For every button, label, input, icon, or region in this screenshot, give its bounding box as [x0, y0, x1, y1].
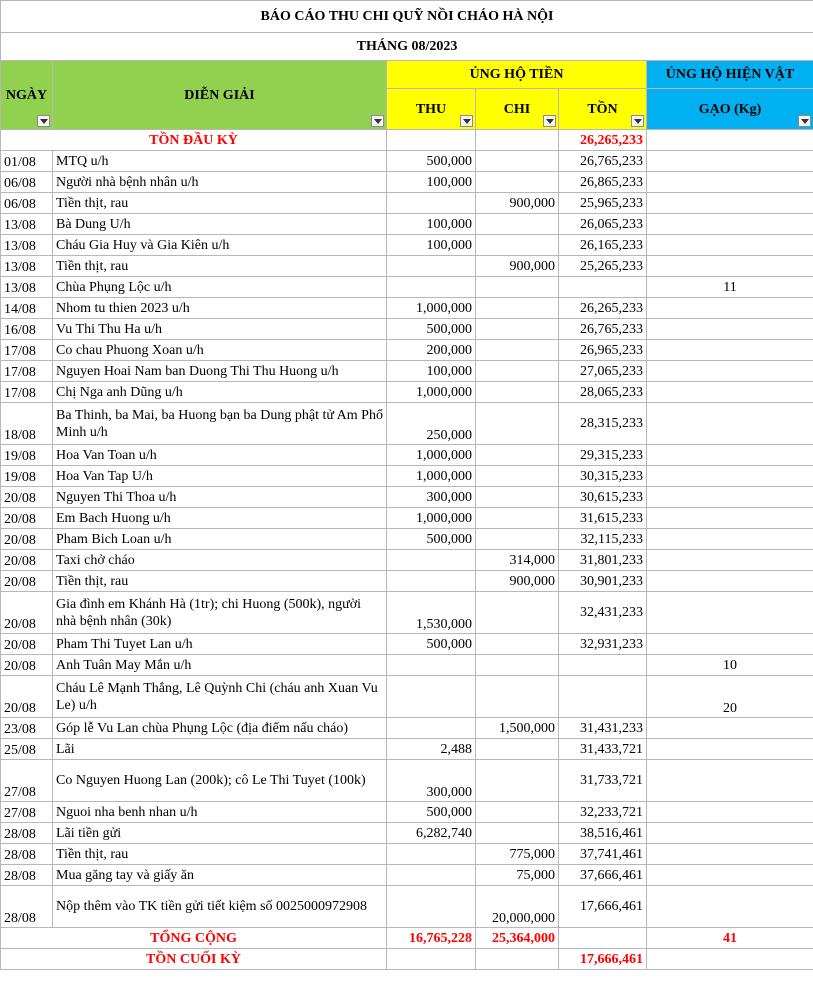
- cell-chi: [476, 508, 559, 529]
- cell-gao: [647, 445, 813, 466]
- cell-gao: [647, 865, 813, 886]
- cell-desc: Người nhà bệnh nhân u/h: [53, 172, 387, 193]
- table-row: [1, 151, 813, 172]
- header-thu-label: THU: [415, 101, 447, 117]
- total-gao: 41: [647, 928, 813, 949]
- filter-dropdown-icon[interactable]: [460, 115, 473, 127]
- cell-chi: 900,000: [476, 256, 559, 277]
- cell-thu: 500,000: [387, 319, 476, 340]
- header-chi[interactable]: [476, 89, 559, 130]
- cell-ton: 28,315,233: [559, 403, 647, 445]
- cell-empty: [476, 949, 559, 970]
- cell-date: 06/08: [1, 193, 53, 214]
- header-ung-ho-tien: ỦNG HỘ TIỀN: [387, 61, 647, 89]
- cell-gao: [647, 235, 813, 256]
- cell-ton: 25,965,233: [559, 193, 647, 214]
- table-row: [1, 445, 813, 466]
- cell-ton: 32,233,721: [559, 802, 647, 823]
- cell-thu: 300,000: [387, 487, 476, 508]
- cell-desc: Pham Thi Tuyet Lan u/h: [53, 634, 387, 655]
- header-chi-label: CHI: [503, 101, 531, 117]
- header-ton-label: TỒN: [587, 101, 618, 117]
- cell-desc: Taxi chở cháo: [53, 550, 387, 571]
- cell-desc: Nguyen Hoai Nam ban Duong Thi Thu Huong u/h: [53, 361, 387, 382]
- cell-thu: 6,282,740: [387, 823, 476, 844]
- table-row: [1, 718, 813, 739]
- total-thu: 16,765,228: [387, 928, 476, 949]
- cell-thu: 1,000,000: [387, 508, 476, 529]
- table-row: [1, 466, 813, 487]
- table-row: [1, 277, 813, 298]
- header-thu[interactable]: [387, 89, 476, 130]
- cell-desc: Mua găng tay và giấy ăn: [53, 865, 387, 886]
- cell-chi: [476, 214, 559, 235]
- cell-ton: [559, 277, 647, 298]
- cell-thu: [387, 550, 476, 571]
- cell-chi: [476, 592, 559, 634]
- cell-desc: Vu Thi Thu Ha u/h: [53, 319, 387, 340]
- table-row: [1, 592, 813, 634]
- cell-gao: [647, 844, 813, 865]
- cell-thu: 100,000: [387, 361, 476, 382]
- total-chi: 25,364,000: [476, 928, 559, 949]
- cell-ton: [559, 655, 647, 676]
- table-row: [1, 529, 813, 550]
- cell-desc: Ba Thinh, ba Mai, ba Huong bạn ba Dung phật tử Am Phổ Minh u/h: [53, 403, 387, 445]
- cell-empty: [387, 130, 476, 151]
- cell-thu: 500,000: [387, 802, 476, 823]
- cell-chi: [476, 487, 559, 508]
- cell-thu: [387, 193, 476, 214]
- table-row: [1, 403, 813, 445]
- table-row: [1, 298, 813, 319]
- cell-chi: 75,000: [476, 865, 559, 886]
- header-dien-giai[interactable]: [53, 61, 387, 130]
- cell-desc: Anh Tuân May Mắn u/h: [53, 655, 387, 676]
- cell-chi: [476, 235, 559, 256]
- cell-date: 19/08: [1, 466, 53, 487]
- cell-thu: 2,488: [387, 739, 476, 760]
- cell-chi: [476, 676, 559, 718]
- cell-date: 01/08: [1, 151, 53, 172]
- cell-chi: 900,000: [476, 193, 559, 214]
- cell-date: 06/08: [1, 172, 53, 193]
- cell-ton: 26,065,233: [559, 214, 647, 235]
- cell-chi: [476, 172, 559, 193]
- table-row: [1, 382, 813, 403]
- cell-desc: Chị Nga anh Dũng u/h: [53, 382, 387, 403]
- cell-date: 28/08: [1, 886, 53, 928]
- cell-desc: Tiền thịt, rau: [53, 844, 387, 865]
- cell-empty: [647, 949, 813, 970]
- cell-empty: [476, 130, 559, 151]
- header-ngay[interactable]: [1, 61, 53, 130]
- cell-date: 17/08: [1, 340, 53, 361]
- cell-ton: 32,931,233: [559, 634, 647, 655]
- cell-ton: 29,315,233: [559, 445, 647, 466]
- cell-gao: [647, 214, 813, 235]
- cell-desc: Pham Bich Loan u/h: [53, 529, 387, 550]
- cell-ton: 25,265,233: [559, 256, 647, 277]
- cell-desc: Cháu Lê Mạnh Thắng, Lê Quỳnh Chi (cháu anh Xuan Vu Le) u/h: [53, 676, 387, 718]
- cell-gao: [647, 550, 813, 571]
- cell-desc: MTQ u/h: [53, 151, 387, 172]
- cell-ton: 26,765,233: [559, 319, 647, 340]
- cell-gao: 10: [647, 655, 813, 676]
- cell-desc: Lãi tiền gửi: [53, 823, 387, 844]
- cell-chi: [476, 151, 559, 172]
- cell-gao: [647, 886, 813, 928]
- cell-date: 25/08: [1, 739, 53, 760]
- cell-ton: 31,433,721: [559, 739, 647, 760]
- cell-desc: Nguoi nha benh nhan u/h: [53, 802, 387, 823]
- cell-thu: 100,000: [387, 235, 476, 256]
- cell-date: 28/08: [1, 823, 53, 844]
- opening-balance-row: [1, 130, 813, 151]
- table-row: [1, 865, 813, 886]
- cell-desc: Cháu Gia Huy và Gia Kiên u/h: [53, 235, 387, 256]
- cell-date: 13/08: [1, 277, 53, 298]
- cell-date: 13/08: [1, 214, 53, 235]
- cell-gao: [647, 403, 813, 445]
- cell-thu: 200,000: [387, 340, 476, 361]
- cell-thu: [387, 844, 476, 865]
- header-ngay-label: NGÀY: [5, 87, 48, 103]
- cell-thu: 500,000: [387, 634, 476, 655]
- table-row: [1, 655, 813, 676]
- table-row: [1, 571, 813, 592]
- table-row: [1, 823, 813, 844]
- opening-ton: 26,265,233: [559, 130, 647, 151]
- cell-desc: Co Nguyen Huong Lan (200k); cô Le Thi Tuyet (100k): [53, 760, 387, 802]
- cell-thu: [387, 655, 476, 676]
- cell-gao: [647, 760, 813, 802]
- cell-chi: 775,000: [476, 844, 559, 865]
- header-gao-label: GẠO (Kg): [698, 101, 762, 117]
- cell-chi: [476, 382, 559, 403]
- table-row: [1, 676, 813, 718]
- cell-ton: 27,065,233: [559, 361, 647, 382]
- cell-gao: [647, 592, 813, 634]
- cell-date: 20/08: [1, 655, 53, 676]
- cell-desc: Hoa Van Toan u/h: [53, 445, 387, 466]
- cell-thu: 500,000: [387, 151, 476, 172]
- cell-desc: Tiền thịt, rau: [53, 571, 387, 592]
- cell-gao: [647, 802, 813, 823]
- cell-date: 20/08: [1, 592, 53, 634]
- cell-gao: [647, 298, 813, 319]
- table-row: [1, 739, 813, 760]
- table-row: [1, 256, 813, 277]
- cell-chi: [476, 466, 559, 487]
- cell-chi: 20,000,000: [476, 886, 559, 928]
- cell-thu: [387, 277, 476, 298]
- cell-ton: 17,666,461: [559, 886, 647, 928]
- report-subtitle: THÁNG 08/2023: [1, 33, 813, 61]
- table-row: [1, 508, 813, 529]
- cell-date: 17/08: [1, 382, 53, 403]
- cell-ton: 32,431,233: [559, 592, 647, 634]
- cell-gao: [647, 193, 813, 214]
- cell-date: 14/08: [1, 298, 53, 319]
- table-row: [1, 172, 813, 193]
- cell-gao: [647, 382, 813, 403]
- cell-chi: [476, 340, 559, 361]
- cell-date: 20/08: [1, 508, 53, 529]
- cell-gao: [647, 319, 813, 340]
- cell-gao: [647, 256, 813, 277]
- cell-ton: 31,801,233: [559, 550, 647, 571]
- cell-thu: [387, 571, 476, 592]
- cell-thu: 1,000,000: [387, 445, 476, 466]
- cell-desc: Nguyen Thi Thoa u/h: [53, 487, 387, 508]
- cell-ton: 26,765,233: [559, 151, 647, 172]
- cell-thu: 300,000: [387, 760, 476, 802]
- cell-desc: Hoa Van Tap U/h: [53, 466, 387, 487]
- opening-label: TỒN ĐẦU KỲ: [1, 130, 387, 151]
- cell-date: 28/08: [1, 865, 53, 886]
- cell-thu: [387, 865, 476, 886]
- cell-ton: 31,615,233: [559, 508, 647, 529]
- cell-ton: 30,901,233: [559, 571, 647, 592]
- cell-date: 20/08: [1, 634, 53, 655]
- cell-chi: [476, 802, 559, 823]
- cell-chi: [476, 277, 559, 298]
- cell-chi: [476, 823, 559, 844]
- table-row: [1, 193, 813, 214]
- table-row: [1, 361, 813, 382]
- header-dien-giai-label: DIỄN GIẢI: [184, 87, 255, 103]
- cell-desc: Gia đình em Khánh Hà (1tr); chi Huong (500k), người nhà bệnh nhân (30k): [53, 592, 387, 634]
- cell-ton: 30,315,233: [559, 466, 647, 487]
- cell-empty: [387, 949, 476, 970]
- table-row: [1, 487, 813, 508]
- cell-ton: 28,065,233: [559, 382, 647, 403]
- filter-dropdown-icon[interactable]: [371, 115, 384, 127]
- cell-gao: [647, 529, 813, 550]
- cell-date: 27/08: [1, 760, 53, 802]
- cell-desc: Tiền thịt, rau: [53, 193, 387, 214]
- cell-chi: 900,000: [476, 571, 559, 592]
- cell-date: 16/08: [1, 319, 53, 340]
- cell-ton: 26,965,233: [559, 340, 647, 361]
- cell-gao: [647, 340, 813, 361]
- cell-chi: [476, 760, 559, 802]
- cell-desc: Nhom tu thien 2023 u/h: [53, 298, 387, 319]
- cell-thu: 250,000: [387, 403, 476, 445]
- table-row: [1, 634, 813, 655]
- cell-desc: Em Bach Huong u/h: [53, 508, 387, 529]
- cell-date: 20/08: [1, 676, 53, 718]
- cell-gao: [647, 634, 813, 655]
- cell-gao: [647, 172, 813, 193]
- filter-dropdown-icon[interactable]: [631, 115, 644, 127]
- cell-thu: [387, 676, 476, 718]
- cell-chi: [476, 739, 559, 760]
- cell-date: 20/08: [1, 529, 53, 550]
- cell-thu: 1,000,000: [387, 466, 476, 487]
- cell-date: 19/08: [1, 445, 53, 466]
- cell-gao: [647, 739, 813, 760]
- header-gao[interactable]: [647, 89, 813, 130]
- cell-gao: [647, 151, 813, 172]
- cell-date: 28/08: [1, 844, 53, 865]
- cell-chi: [476, 319, 559, 340]
- total-row: [1, 928, 813, 949]
- cell-desc: Lãi: [53, 739, 387, 760]
- table-row: [1, 235, 813, 256]
- cell-thu: 1,530,000: [387, 592, 476, 634]
- table-row: [1, 214, 813, 235]
- cell-chi: 1,500,000: [476, 718, 559, 739]
- table-row: [1, 340, 813, 361]
- cell-chi: [476, 634, 559, 655]
- cell-ton: 31,431,233: [559, 718, 647, 739]
- closing-balance-row: [1, 949, 813, 970]
- cell-gao: [647, 487, 813, 508]
- cell-gao: 20: [647, 676, 813, 718]
- cell-desc: Tiền thịt, rau: [53, 256, 387, 277]
- table-row: [1, 802, 813, 823]
- cell-gao: 11: [647, 277, 813, 298]
- cell-gao: [647, 823, 813, 844]
- cell-thu: 100,000: [387, 172, 476, 193]
- cell-ton: 38,516,461: [559, 823, 647, 844]
- cell-ton: 26,265,233: [559, 298, 647, 319]
- cell-date: 13/08: [1, 256, 53, 277]
- table-row: [1, 886, 813, 928]
- filter-dropdown-icon[interactable]: [543, 115, 556, 127]
- cell-thu: 100,000: [387, 214, 476, 235]
- header-ung-ho-hien-vat: ỦNG HỘ HIỆN VẬT: [647, 61, 813, 89]
- cell-gao: [647, 718, 813, 739]
- cell-chi: [476, 361, 559, 382]
- table-row: [1, 550, 813, 571]
- cell-desc: Co chau Phuong Xoan u/h: [53, 340, 387, 361]
- filter-dropdown-icon[interactable]: [37, 115, 50, 127]
- total-label: TỔNG CỘNG: [1, 928, 387, 949]
- cell-chi: 314,000: [476, 550, 559, 571]
- cell-gao: [647, 466, 813, 487]
- cell-chi: [476, 298, 559, 319]
- cell-desc: Nộp thêm vào TK tiền gửi tiết kiệm số 0025000972908: [53, 886, 387, 928]
- cell-desc: Chùa Phụng Lộc u/h: [53, 277, 387, 298]
- cell-date: 20/08: [1, 571, 53, 592]
- cell-thu: [387, 886, 476, 928]
- cell-desc: Góp lễ Vu Lan chùa Phụng Lộc (địa điểm nấu cháo): [53, 718, 387, 739]
- cell-date: 20/08: [1, 487, 53, 508]
- cell-date: 27/08: [1, 802, 53, 823]
- cell-thu: 500,000: [387, 529, 476, 550]
- cell-gao: [647, 571, 813, 592]
- cell-ton: 37,666,461: [559, 865, 647, 886]
- cell-ton: 31,733,721: [559, 760, 647, 802]
- table-row: [1, 760, 813, 802]
- closing-label: TỒN CUỐI KỲ: [1, 949, 387, 970]
- cell-chi: [476, 445, 559, 466]
- report-title: BÁO CÁO THU CHI QUỸ NỒI CHÁO HÀ NỘI: [1, 1, 813, 33]
- cell-empty: [559, 928, 647, 949]
- cell-date: 13/08: [1, 235, 53, 256]
- cell-ton: 26,165,233: [559, 235, 647, 256]
- cell-gao: [647, 508, 813, 529]
- cell-ton: [559, 676, 647, 718]
- cell-date: 17/08: [1, 361, 53, 382]
- cell-chi: [476, 403, 559, 445]
- cell-date: 23/08: [1, 718, 53, 739]
- cell-desc: Bà Dung U/h: [53, 214, 387, 235]
- cell-thu: 1,000,000: [387, 298, 476, 319]
- cell-ton: 26,865,233: [559, 172, 647, 193]
- cell-thu: 1,000,000: [387, 382, 476, 403]
- table-row: [1, 319, 813, 340]
- cell-ton: 37,741,461: [559, 844, 647, 865]
- cell-thu: [387, 718, 476, 739]
- header-ton[interactable]: [559, 89, 647, 130]
- cell-ton: 32,115,233: [559, 529, 647, 550]
- cell-empty: [647, 130, 813, 151]
- cell-thu: [387, 256, 476, 277]
- cell-chi: [476, 529, 559, 550]
- filter-dropdown-icon[interactable]: [798, 115, 811, 127]
- cell-date: 20/08: [1, 550, 53, 571]
- cell-chi: [476, 655, 559, 676]
- cell-date: 18/08: [1, 403, 53, 445]
- cell-ton: 30,615,233: [559, 487, 647, 508]
- closing-ton: 17,666,461: [559, 949, 647, 970]
- table-row: [1, 844, 813, 865]
- cell-gao: [647, 361, 813, 382]
